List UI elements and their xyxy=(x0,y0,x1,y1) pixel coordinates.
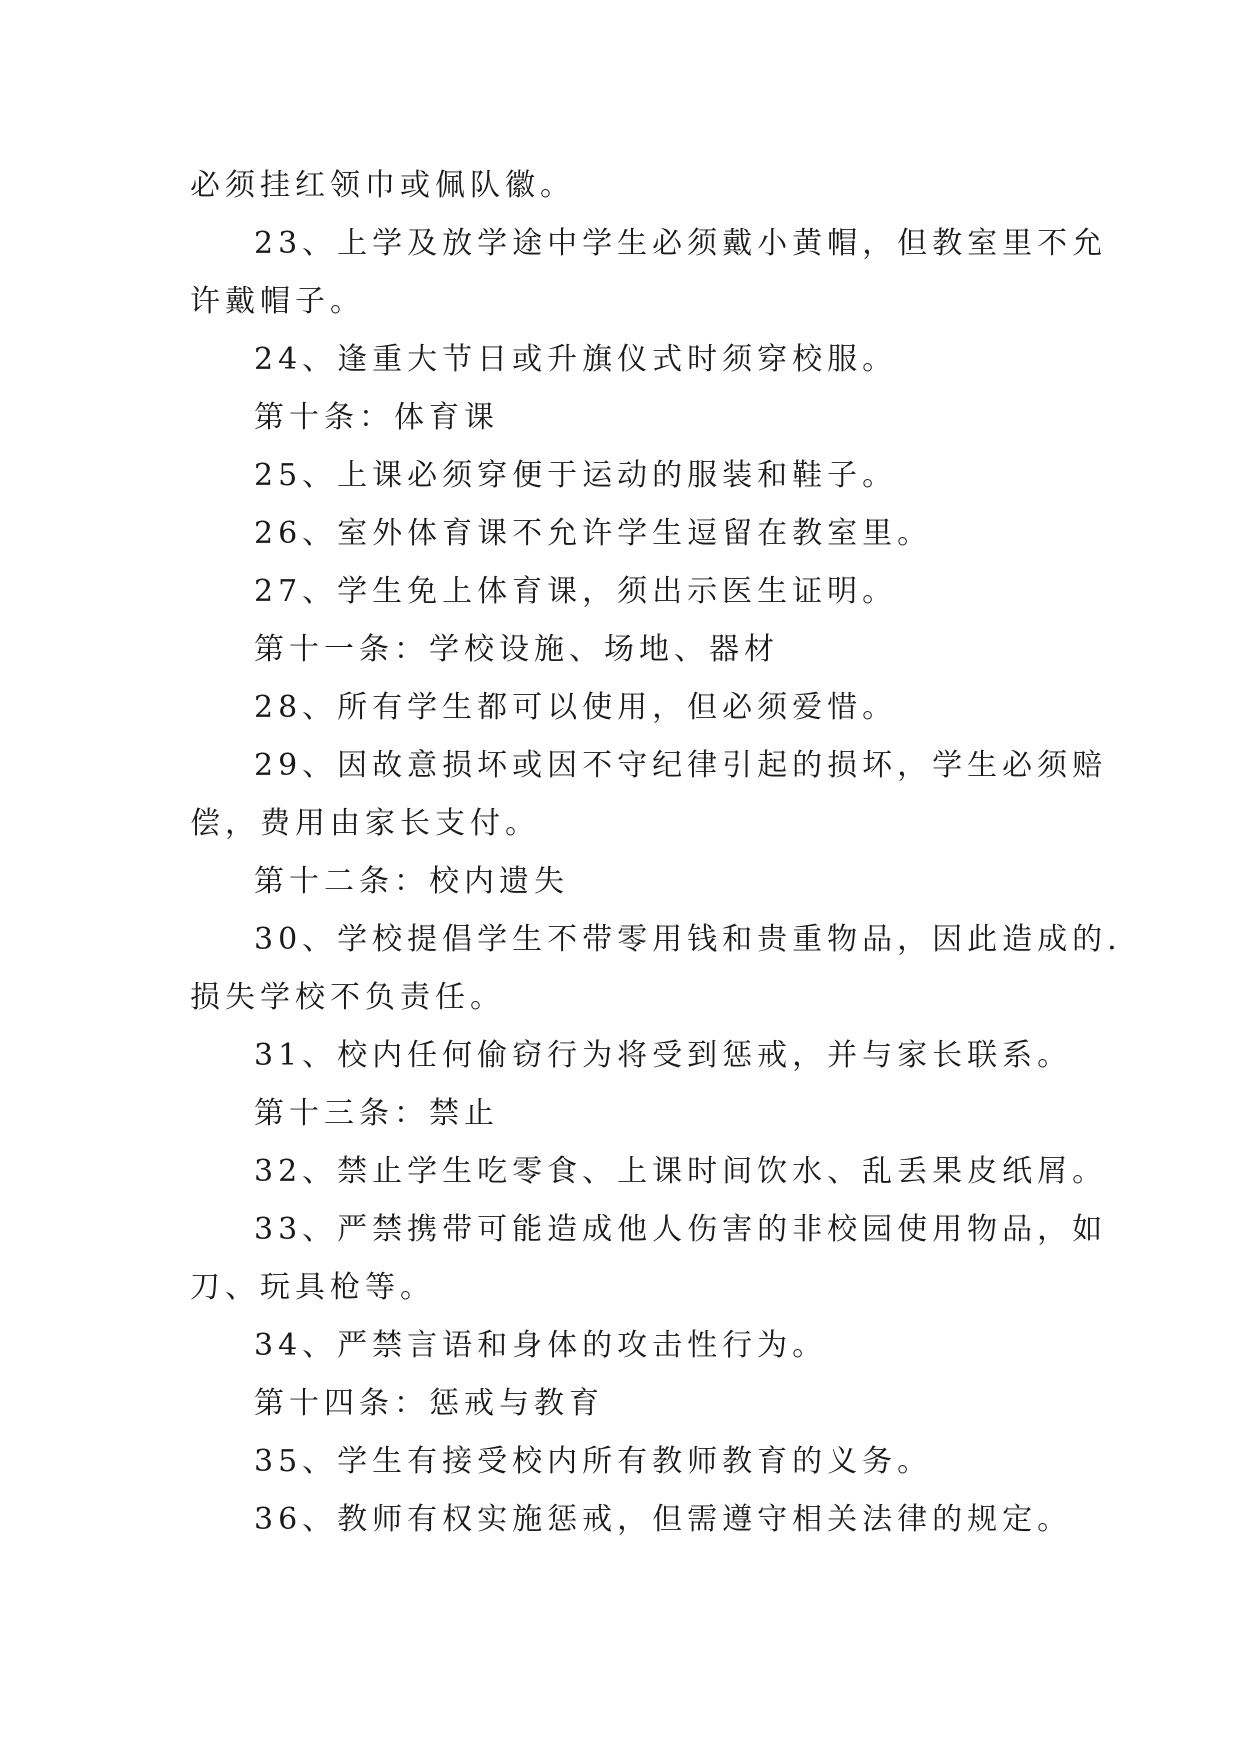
text-line: 损失学校不负责任。 xyxy=(190,980,505,1015)
section-heading: 第十四条：惩戒与教育 xyxy=(254,1386,604,1421)
text-line: 24、逢重大节日或升旗仪式时须穿校服。 xyxy=(254,342,898,377)
text-line: 许戴帽子。 xyxy=(190,284,365,319)
text-line: 必须挂红领巾或佩队徽。 xyxy=(190,168,575,203)
section-heading: 第十一条：学校设施、场地、器材 xyxy=(254,632,779,667)
text-line: 25、上课必须穿便于运动的服装和鞋子。 xyxy=(254,458,898,493)
text-line: 34、严禁言语和身体的攻击性行为。 xyxy=(254,1328,828,1363)
text-line: 36、教师有权实施惩戒，但需遵守相关法律的规定。 xyxy=(254,1502,1073,1537)
text-line: 偿，费用由家长支付。 xyxy=(190,806,540,841)
text-line: 刀、玩具枪等。 xyxy=(190,1270,435,1305)
section-heading: 第十二条：校内遗失 xyxy=(254,864,569,899)
text-line: 33、严禁携带可能造成他人伤害的非校园使用物品，如 xyxy=(254,1212,1108,1247)
text-line: 26、室外体育课不允许学生逗留在教室里。 xyxy=(254,516,933,551)
text-line: 23、上学及放学途中学生必须戴小黄帽，但教室里不允 xyxy=(254,226,1108,261)
text-line: 29、因故意损坏或因不守纪律引起的损坏，学生必须赔 xyxy=(254,748,1108,783)
text-line: 28、所有学生都可以使用，但必须爱惜。 xyxy=(254,690,898,725)
text-line: 30、学校提倡学生不带零用钱和贵重物品，因此造成的. xyxy=(254,922,1122,957)
text-line: 31、校内任何偷窃行为将受到惩戒，并与家长联系。 xyxy=(254,1038,1073,1073)
text-line: 35、学生有接受校内所有教师教育的义务。 xyxy=(254,1444,933,1479)
text-line: 32、禁止学生吃零食、上课时间饮水、乱丢果皮纸屑。 xyxy=(254,1154,1108,1189)
section-heading: 第十条：体育课 xyxy=(254,400,499,435)
text-line: 27、学生免上体育课，须出示医生证明。 xyxy=(254,574,898,609)
section-heading: 第十三条：禁止 xyxy=(254,1096,499,1131)
